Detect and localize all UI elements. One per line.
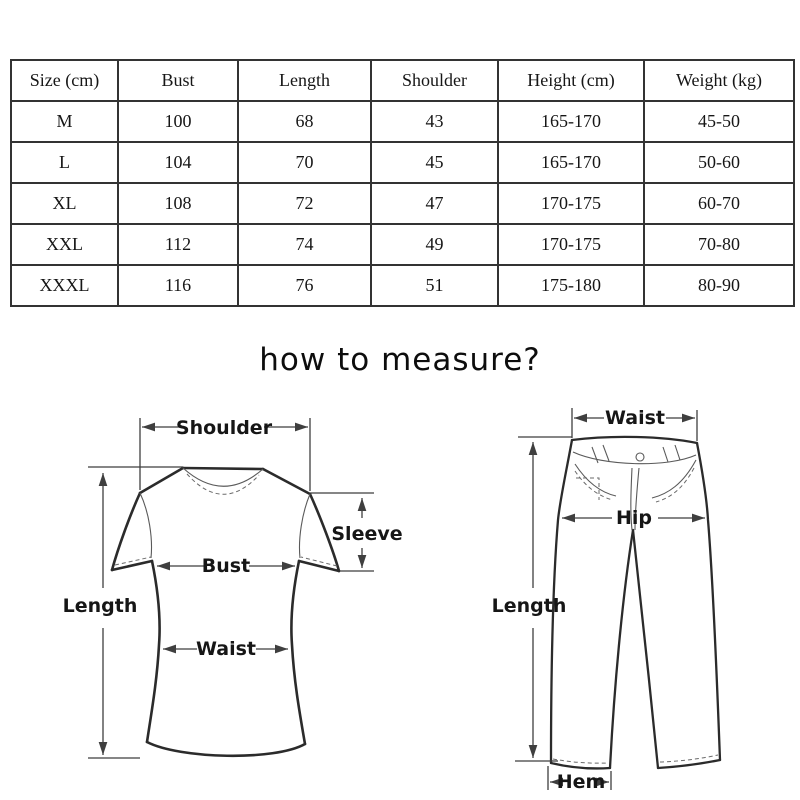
shirt-sleeve-dimension xyxy=(310,493,403,571)
pants-figure xyxy=(492,407,720,793)
cell-bust: 100 xyxy=(118,101,238,142)
table-row-l xyxy=(11,142,794,183)
cell-size: XL xyxy=(11,183,118,224)
size-table-header-row xyxy=(11,60,794,101)
pants-hip-dimension xyxy=(562,507,705,529)
cell-shoulder: 43 xyxy=(371,101,498,142)
cell-size: M xyxy=(11,101,118,142)
pants-outline xyxy=(551,437,720,769)
cell-size: XXXL xyxy=(11,265,118,306)
cell-shoulder: 45 xyxy=(371,142,498,183)
cell-height: 170-175 xyxy=(498,183,644,224)
size-table xyxy=(10,59,795,307)
cell-weight: 60-70 xyxy=(644,183,794,224)
pants-length-dimension xyxy=(492,437,572,761)
cell-shoulder: 51 xyxy=(371,265,498,306)
cell-length: 74 xyxy=(238,224,371,265)
header-weight: Weight (kg) xyxy=(644,60,794,101)
shirt-sleeve-label: Sleeve xyxy=(331,523,403,545)
pants-length-label: Length xyxy=(491,595,567,617)
cell-bust: 108 xyxy=(118,183,238,224)
shirt-waist-dimension xyxy=(163,638,288,660)
header-size: Size (cm) xyxy=(11,60,118,101)
cell-height: 165-170 xyxy=(498,101,644,142)
pants-details xyxy=(553,445,718,763)
cell-height: 175-180 xyxy=(498,265,644,306)
table-row-xl xyxy=(11,183,794,224)
shirt-bust-label: Bust xyxy=(201,555,251,577)
cell-size: XXL xyxy=(11,224,118,265)
tshirt-figure xyxy=(63,417,403,758)
cell-weight: 70-80 xyxy=(644,224,794,265)
header-bust: Bust xyxy=(118,60,238,101)
cell-shoulder: 49 xyxy=(371,224,498,265)
cell-bust: 104 xyxy=(118,142,238,183)
pants-hem-label: Hem xyxy=(556,771,606,793)
tshirt-seams xyxy=(115,468,337,566)
cell-shoulder: 47 xyxy=(371,183,498,224)
cell-weight: 80-90 xyxy=(644,265,794,306)
cell-length: 68 xyxy=(238,101,371,142)
header-length: Length xyxy=(238,60,371,101)
section-title: how to measure? xyxy=(259,342,541,378)
measurement-diagram xyxy=(0,390,800,800)
pants-hip-label: Hip xyxy=(615,507,653,529)
table-row-xxxl xyxy=(11,265,794,306)
cell-height: 170-175 xyxy=(498,224,644,265)
pants-button xyxy=(636,453,644,461)
shirt-bust-dimension xyxy=(157,555,295,577)
shirt-shoulder-label: Shoulder xyxy=(175,417,273,439)
shirt-waist-label: Waist xyxy=(195,638,257,660)
table-row-m xyxy=(11,101,794,142)
cell-bust: 116 xyxy=(118,265,238,306)
header-height: Height (cm) xyxy=(498,60,644,101)
cell-length: 72 xyxy=(238,183,371,224)
table-row-xxl xyxy=(11,224,794,265)
cell-length: 76 xyxy=(238,265,371,306)
cell-bust: 112 xyxy=(118,224,238,265)
cell-weight: 45-50 xyxy=(644,101,794,142)
cell-weight: 50-60 xyxy=(644,142,794,183)
cell-size: L xyxy=(11,142,118,183)
header-shoulder: Shoulder xyxy=(371,60,498,101)
pants-hem-dimension xyxy=(548,766,611,793)
shirt-length-label: Length xyxy=(62,595,138,617)
pants-waist-label: Waist xyxy=(604,407,666,429)
cell-length: 70 xyxy=(238,142,371,183)
shirt-length-dimension xyxy=(63,467,183,758)
cell-height: 165-170 xyxy=(498,142,644,183)
